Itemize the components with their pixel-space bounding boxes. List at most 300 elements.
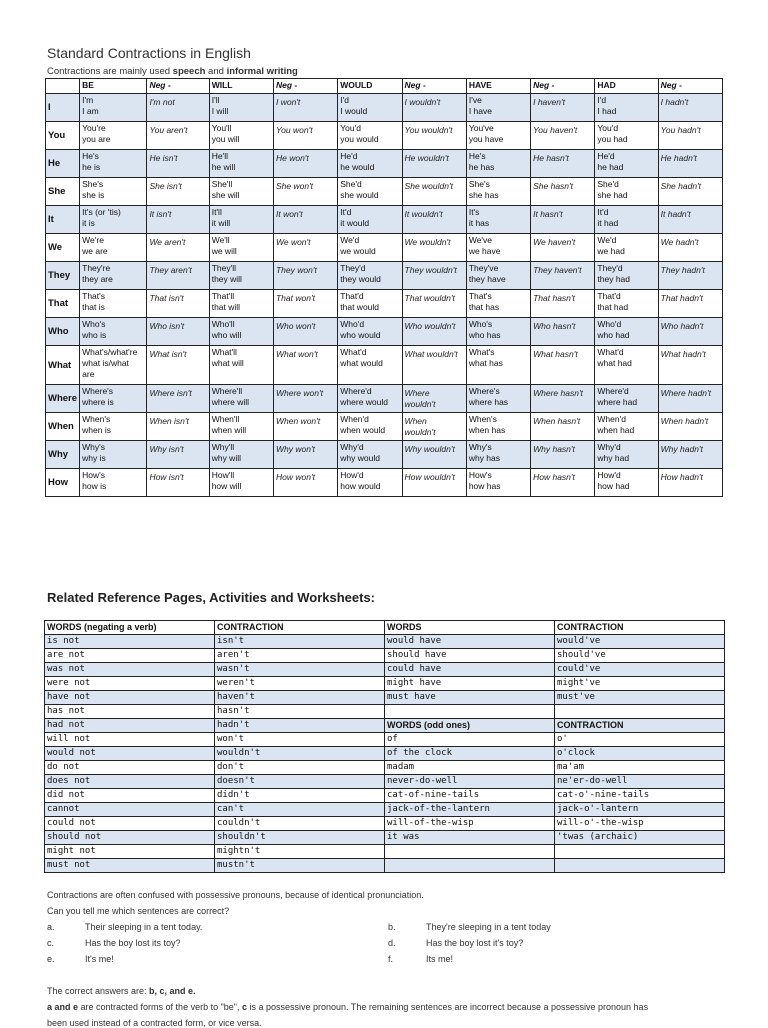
would-neg-cell: He wouldn't (402, 150, 466, 178)
would-cell: Why'd why would (338, 441, 402, 469)
reference-row (45, 803, 725, 817)
have-cell: I've I have (466, 94, 530, 122)
had-cell: That'd that had (595, 290, 658, 318)
reference-row (45, 831, 725, 845)
option-a (47, 922, 202, 932)
would-cell: That'd that would (338, 290, 402, 318)
reference-cell-a: must not (45, 859, 215, 873)
would-cell: She'd she would (338, 178, 402, 206)
have-neg-cell: Why hasn't (531, 441, 595, 469)
reference-row (45, 789, 725, 803)
be-cell: When's when is (80, 413, 147, 441)
reference-cell-d: will-o'-the-wisp (555, 817, 725, 831)
option-key: e. (47, 954, 55, 964)
pronoun-cell: They (46, 262, 80, 290)
reference-cell-b: isn't (215, 635, 385, 649)
had-neg-cell: She hadn't (658, 178, 722, 206)
option-text: They're sleeping in a tent today (426, 922, 551, 932)
reference-cell-d: o'clock (555, 747, 725, 761)
reference-cell-a: would not (45, 747, 215, 761)
had-cell: She'd she had (595, 178, 658, 206)
have-neg-cell: Who hasn't (531, 318, 595, 346)
be-neg-cell: Who isn't (147, 318, 209, 346)
be-cell: Who's who is (80, 318, 147, 346)
question-paragraph: Can you tell me which sentences are correct? (47, 906, 230, 916)
option-text: Has the boy lost its toy? (85, 938, 181, 948)
will-neg-cell: When won't (273, 413, 337, 441)
have-neg-cell: That hasn't (531, 290, 595, 318)
reference-cell-a: were not (45, 677, 215, 691)
reference-cell-c: should have (385, 649, 555, 663)
will-cell: It'll it will (209, 206, 273, 234)
contraction-row (46, 94, 723, 122)
be-neg-cell: That isn't (147, 290, 209, 318)
have-neg-cell: What hasn't (531, 346, 595, 385)
had-cell: We'd we had (595, 234, 658, 262)
be-neg-cell: How isn't (147, 469, 209, 497)
would-neg-cell: They wouldn't (402, 262, 466, 290)
column-header: WOULD (338, 79, 402, 94)
had-cell: It'd it had (595, 206, 658, 234)
explanation-text-2: is a possessive pronoun. The remaining sentences are incorrect because a possessive pronoun has (247, 1002, 649, 1012)
be-cell: It's (or 'tis) it is (80, 206, 147, 234)
would-neg-cell: When wouldn't (402, 413, 466, 441)
explanation-text-1: are contracted forms of the verb to "be", (78, 1002, 242, 1012)
had-neg-cell: When hadn't (658, 413, 722, 441)
have-neg-cell: How hasn't (531, 469, 595, 497)
had-cell: How'd how had (595, 469, 658, 497)
reference-cell-a: might not (45, 845, 215, 859)
reference-row (45, 775, 725, 789)
would-cell: Who'd who would (338, 318, 402, 346)
reference-cell-a: will not (45, 733, 215, 747)
have-cell: How's how has (466, 469, 530, 497)
reference-cell-b: hasn't (215, 705, 385, 719)
will-neg-cell: I won't (273, 94, 337, 122)
pronoun-cell: That (46, 290, 80, 318)
reference-cell-c: of the clock (385, 747, 555, 761)
will-cell: You'll you will (209, 122, 273, 150)
will-cell: What'll what will (209, 346, 273, 385)
will-neg-cell: Why won't (273, 441, 337, 469)
will-neg-cell: You won't (273, 122, 337, 150)
had-cell: Why'd why had (595, 441, 658, 469)
pronoun-cell: She (46, 178, 80, 206)
reference-row (45, 635, 725, 649)
contractions-table (45, 78, 723, 497)
will-neg-cell: He won't (273, 150, 337, 178)
pronoun-cell: You (46, 122, 80, 150)
will-neg-cell: What won't (273, 346, 337, 385)
reference-cell-b: doesn't (215, 775, 385, 789)
related-title: Related Reference Pages, Activities and Worksheets: (47, 590, 376, 605)
had-neg-cell: Who hadn't (658, 318, 722, 346)
will-cell: She'll she will (209, 178, 273, 206)
reference-cell-a: should not (45, 831, 215, 845)
option-key: a. (47, 922, 55, 932)
pronoun-cell: Who (46, 318, 80, 346)
reference-cell-b: didn't (215, 789, 385, 803)
contraction-row (46, 441, 723, 469)
reference-cell-b: can't (215, 803, 385, 817)
had-cell: He'd he had (595, 150, 658, 178)
reference-cell-b: shouldn't (215, 831, 385, 845)
option-key: d. (388, 938, 396, 948)
will-neg-cell: Who won't (273, 318, 337, 346)
reference-table (44, 620, 725, 873)
column-header: Neg - (147, 79, 209, 94)
reference-cell-c: WORDS (odd ones) (385, 719, 555, 733)
option-text: It's me! (85, 954, 114, 964)
be-cell: Where's where is (80, 385, 147, 413)
contractions-header-row (46, 79, 723, 94)
have-neg-cell: It hasn't (531, 206, 595, 234)
be-neg-cell: Where isn't (147, 385, 209, 413)
will-cell: When'll when will (209, 413, 273, 441)
contraction-row (46, 413, 723, 441)
pronoun-cell: It (46, 206, 80, 234)
reference-header-words-2: WORDS (385, 621, 555, 635)
contraction-row (46, 178, 723, 206)
would-neg-cell: We wouldn't (402, 234, 466, 262)
column-header: Neg - (273, 79, 337, 94)
have-neg-cell: She hasn't (531, 178, 595, 206)
will-cell: He'll he will (209, 150, 273, 178)
reference-header-row (45, 621, 725, 635)
reference-cell-c (385, 845, 555, 859)
reference-cell-c: will-of-the-wisp (385, 817, 555, 831)
column-header: WILL (209, 79, 273, 94)
contractions-body (46, 94, 723, 497)
had-neg-cell: What hadn't (658, 346, 722, 385)
have-cell: She's she has (466, 178, 530, 206)
reference-cell-d: 'twas (archaic) (555, 831, 725, 845)
reference-cell-b: wasn't (215, 663, 385, 677)
reference-body (45, 621, 725, 873)
be-cell: Why's why is (80, 441, 147, 469)
have-cell: We've we have (466, 234, 530, 262)
reference-cell-b: don't (215, 761, 385, 775)
would-neg-cell: Where wouldn't (402, 385, 466, 413)
will-neg-cell: They won't (273, 262, 337, 290)
reference-cell-a: is not (45, 635, 215, 649)
had-neg-cell: You hadn't (658, 122, 722, 150)
option-c (47, 938, 181, 948)
pronoun-cell: I (46, 94, 80, 122)
had-neg-cell: It hadn't (658, 206, 722, 234)
option-text: Their sleeping in a tent today. (85, 922, 203, 932)
pronoun-cell: What (46, 346, 80, 385)
reference-cell-a: could not (45, 817, 215, 831)
had-neg-cell: Why hadn't (658, 441, 722, 469)
will-cell: We'll we will (209, 234, 273, 262)
would-cell: You'd you would (338, 122, 402, 150)
would-neg-cell: She wouldn't (402, 178, 466, 206)
answer-bold: b, c, and e. (149, 986, 196, 996)
would-cell: They'd they would (338, 262, 402, 290)
will-cell: Why'll why will (209, 441, 273, 469)
be-neg-cell: What isn't (147, 346, 209, 385)
reference-cell-b: weren't (215, 677, 385, 691)
reference-cell-c: could have (385, 663, 555, 677)
reference-header-words: WORDS (negating a verb) (45, 621, 215, 635)
option-key: f. (388, 954, 394, 964)
reference-row (45, 859, 725, 873)
will-neg-cell: We won't (273, 234, 337, 262)
reference-cell-d: ne'er-do-well (555, 775, 725, 789)
reference-cell-b: wouldn't (215, 747, 385, 761)
be-cell: You're you are (80, 122, 147, 150)
reference-cell-d: ma'am (555, 761, 725, 775)
reference-row (45, 761, 725, 775)
have-cell: Why's why has (466, 441, 530, 469)
reference-row (45, 663, 725, 677)
contraction-row (46, 318, 723, 346)
contraction-row (46, 290, 723, 318)
have-cell: That's that has (466, 290, 530, 318)
reference-cell-d (555, 859, 725, 873)
would-neg-cell: How wouldn't (402, 469, 466, 497)
had-cell: What'd what had (595, 346, 658, 385)
explanation-line-cut: been used instead of a contracted form, or vice versa. (47, 1018, 262, 1028)
reference-cell-d: o' (555, 733, 725, 747)
would-cell: We'd we would (338, 234, 402, 262)
be-neg-cell: We aren't (147, 234, 209, 262)
pronoun-cell: He (46, 150, 80, 178)
would-cell: It'd it would (338, 206, 402, 234)
had-neg-cell: I hadn't (658, 94, 722, 122)
have-neg-cell: You haven't (531, 122, 595, 150)
had-neg-cell: We hadn't (658, 234, 722, 262)
reference-cell-a: did not (45, 789, 215, 803)
reference-cell-d (555, 705, 725, 719)
reference-cell-a: do not (45, 761, 215, 775)
be-cell: He's he is (80, 150, 147, 178)
had-neg-cell: How hadn't (658, 469, 722, 497)
would-cell: What'd what would (338, 346, 402, 385)
reference-cell-c: of (385, 733, 555, 747)
would-neg-cell: You wouldn't (402, 122, 466, 150)
option-text: Has the boy lost it's toy? (426, 938, 524, 948)
column-header: Neg - (658, 79, 722, 94)
reference-cell-c (385, 859, 555, 873)
reference-row (45, 705, 725, 719)
will-cell: Who'll who will (209, 318, 273, 346)
contraction-row (46, 206, 723, 234)
reference-cell-c: it was (385, 831, 555, 845)
column-header: HAVE (466, 79, 530, 94)
contraction-row (46, 234, 723, 262)
subtitle-text-2: and (205, 66, 227, 77)
be-cell: We're we are (80, 234, 147, 262)
have-cell: What's what has (466, 346, 530, 385)
will-neg-cell: It won't (273, 206, 337, 234)
pronoun-cell: We (46, 234, 80, 262)
column-header (46, 79, 80, 94)
reference-cell-d: could've (555, 663, 725, 677)
explanation-bold-1: a and e (47, 1002, 79, 1012)
had-neg-cell: That hadn't (658, 290, 722, 318)
option-d (388, 938, 523, 948)
reference-row (45, 845, 725, 859)
reference-header-contraction: CONTRACTION (215, 621, 385, 635)
reference-cell-d: CONTRACTION (555, 719, 725, 733)
had-cell: Where'd where had (595, 385, 658, 413)
contraction-row (46, 385, 723, 413)
reference-cell-d: jack-o'-lantern (555, 803, 725, 817)
will-neg-cell: How won't (273, 469, 337, 497)
intro-paragraph: Contractions are often confused with possessive pronouns, because of identical pronunciation. (47, 890, 424, 900)
reference-cell-b: haven't (215, 691, 385, 705)
pronoun-cell: Where (46, 385, 80, 413)
page-subtitle (47, 66, 298, 77)
reference-cell-a: does not (45, 775, 215, 789)
contraction-row (46, 150, 723, 178)
reference-row (45, 817, 725, 831)
have-neg-cell: We haven't (531, 234, 595, 262)
be-neg-cell: They aren't (147, 262, 209, 290)
reference-cell-d: would've (555, 635, 725, 649)
reference-cell-b: won't (215, 733, 385, 747)
reference-row (45, 677, 725, 691)
would-cell: I'd I would (338, 94, 402, 122)
explanation-bold-2: c (241, 1002, 247, 1012)
reference-cell-c: might have (385, 677, 555, 691)
option-key: c. (47, 938, 55, 948)
reference-cell-b: couldn't (215, 817, 385, 831)
pronoun-cell: How (46, 469, 80, 497)
explanation-line (47, 1002, 648, 1012)
be-neg-cell: Why isn't (147, 441, 209, 469)
reference-cell-d: should've (555, 649, 725, 663)
reference-cell-c: would have (385, 635, 555, 649)
had-cell: You'd you had (595, 122, 658, 150)
will-cell: How'll how will (209, 469, 273, 497)
be-cell: What's/what're what is/what are (80, 346, 147, 385)
reference-cell-a: have not (45, 691, 215, 705)
reference-cell-a: are not (45, 649, 215, 663)
had-neg-cell: They hadn't (658, 262, 722, 290)
be-neg-cell: He isn't (147, 150, 209, 178)
had-cell: They'd they had (595, 262, 658, 290)
have-neg-cell: Where hasn't (531, 385, 595, 413)
would-neg-cell: It wouldn't (402, 206, 466, 234)
had-cell: When'd when had (595, 413, 658, 441)
have-cell: It's it has (466, 206, 530, 234)
will-cell: They'll they will (209, 262, 273, 290)
will-cell: I'll I will (209, 94, 273, 122)
page-title: Standard Contractions in English (47, 45, 251, 61)
will-neg-cell: That won't (273, 290, 337, 318)
have-neg-cell: They haven't (531, 262, 595, 290)
reference-cell-c (385, 705, 555, 719)
will-cell: Where'll where will (209, 385, 273, 413)
reference-cell-d: might've (555, 677, 725, 691)
column-header: Neg - (531, 79, 595, 94)
subtitle-bold-1: speech (172, 66, 206, 77)
option-e (47, 954, 114, 964)
reference-cell-a: cannot (45, 803, 215, 817)
have-cell: Who's who has (466, 318, 530, 346)
be-neg-cell: It isn't (147, 206, 209, 234)
reference-cell-a: had not (45, 719, 215, 733)
reference-cell-a: was not (45, 663, 215, 677)
would-cell: Where'd where would (338, 385, 402, 413)
would-cell: How'd how would (338, 469, 402, 497)
contraction-row (46, 262, 723, 290)
be-cell: They're they are (80, 262, 147, 290)
answer-line (47, 986, 196, 996)
reference-cell-d: cat-o'-nine-tails (555, 789, 725, 803)
have-neg-cell: I haven't (531, 94, 595, 122)
answer-text: The correct answers are: (47, 986, 150, 996)
would-neg-cell: What wouldn't (402, 346, 466, 385)
contraction-row (46, 469, 723, 497)
be-neg-cell: She isn't (147, 178, 209, 206)
reference-cell-c: must have (385, 691, 555, 705)
be-cell: I'm I am (80, 94, 147, 122)
reference-row (45, 719, 725, 733)
reference-cell-c: cat-of-nine-tails (385, 789, 555, 803)
be-neg-cell: You aren't (147, 122, 209, 150)
column-header: HAD (595, 79, 658, 94)
would-neg-cell: Who wouldn't (402, 318, 466, 346)
will-neg-cell: She won't (273, 178, 337, 206)
would-cell: He'd he would (338, 150, 402, 178)
option-f (388, 954, 453, 964)
reference-row (45, 733, 725, 747)
reference-cell-c: never-do-well (385, 775, 555, 789)
had-neg-cell: He hadn't (658, 150, 722, 178)
reference-cell-b: mustn't (215, 859, 385, 873)
option-text: Its me! (426, 954, 454, 964)
have-cell: He's he has (466, 150, 530, 178)
be-cell: She's she is (80, 178, 147, 206)
would-neg-cell: That wouldn't (402, 290, 466, 318)
had-cell: I'd I had (595, 94, 658, 122)
had-neg-cell: Where hadn't (658, 385, 722, 413)
would-neg-cell: I wouldn't (402, 94, 466, 122)
be-cell: That's that is (80, 290, 147, 318)
reference-cell-d (555, 845, 725, 859)
have-cell: When's when has (466, 413, 530, 441)
reference-cell-b: hadn't (215, 719, 385, 733)
reference-row (45, 691, 725, 705)
will-cell: That'll that will (209, 290, 273, 318)
reference-header-contraction-2: CONTRACTION (555, 621, 725, 635)
have-cell: You've you have (466, 122, 530, 150)
contraction-row (46, 122, 723, 150)
contraction-row (46, 346, 723, 385)
be-neg-cell: I'm not (147, 94, 209, 122)
reference-row (45, 649, 725, 663)
be-neg-cell: When isn't (147, 413, 209, 441)
reference-cell-c: jack-of-the-lantern (385, 803, 555, 817)
reference-cell-b: mightn't (215, 845, 385, 859)
be-cell: How's how is (80, 469, 147, 497)
reference-row (45, 747, 725, 761)
reference-cell-b: aren't (215, 649, 385, 663)
will-neg-cell: Where won't (273, 385, 337, 413)
option-key: b. (388, 922, 396, 932)
would-cell: When'd when would (338, 413, 402, 441)
subtitle-text-1: Contractions are mainly used (47, 66, 173, 77)
reference-cell-c: madam (385, 761, 555, 775)
had-cell: Who'd who had (595, 318, 658, 346)
have-cell: Where's where has (466, 385, 530, 413)
option-b (388, 922, 551, 932)
reference-cell-d: must've (555, 691, 725, 705)
